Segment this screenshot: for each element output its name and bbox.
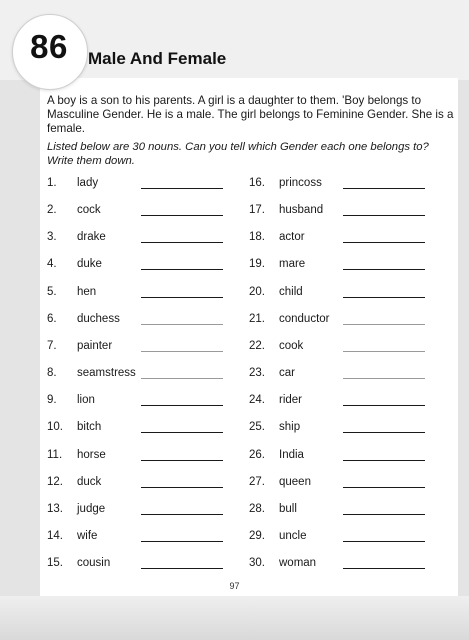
item-noun: hen [77,285,97,298]
item-number: 26. [249,448,265,461]
item-noun: bitch [77,421,102,434]
item-noun: conductor [279,312,330,325]
item-number: 12. [47,475,63,488]
item-number: 25. [249,421,265,434]
item-number: 29. [249,529,265,542]
lesson-number: 86 [30,28,68,65]
item-noun: duchess [77,312,120,325]
item-number: 15. [47,557,63,570]
item-number: 18. [249,231,265,244]
item-number: 8. [47,367,57,380]
item-number: 13. [47,502,63,515]
page-number: 97 [229,581,240,591]
item-number: 20. [249,285,265,298]
item-noun: duke [77,258,102,271]
item-noun: wife [77,529,98,542]
answer-blank[interactable] [343,405,425,406]
item-noun: lady [77,177,99,189]
item-noun: car [279,367,295,380]
item-noun: uncle [279,529,307,542]
lesson-title: Male And Female [88,49,227,68]
answer-blank[interactable] [343,351,425,352]
item-noun: lion [77,394,95,407]
item-noun: mare [279,258,306,271]
item-number: 7. [47,339,57,352]
item-number: 30. [249,557,265,570]
item-noun: painter [77,339,113,352]
item-noun: rider [279,394,303,407]
item-noun: cousin [77,557,111,570]
item-number: 19. [249,258,265,271]
answer-blank[interactable] [343,432,425,433]
item-number: 3. [47,231,57,244]
answer-blank[interactable] [141,324,223,325]
item-number: 27. [249,475,265,488]
item-number: 17. [249,204,265,217]
answer-blank[interactable] [141,568,223,569]
answer-blank[interactable] [141,541,223,542]
answer-blank[interactable] [343,242,425,243]
answer-blank[interactable] [141,432,223,433]
item-noun: woman [279,557,317,570]
answer-blank[interactable] [343,269,425,270]
item-number: 11. [47,448,63,461]
answer-blank[interactable] [141,378,223,379]
answer-blank[interactable] [343,568,425,569]
item-noun: actor [279,231,305,244]
answer-blank[interactable] [343,297,425,298]
item-number: 21. [249,312,265,325]
item-noun: child [279,285,303,298]
item-noun: bull [279,502,297,515]
answer-blank[interactable] [141,405,223,406]
item-noun: duck [77,475,102,488]
answer-blank[interactable] [141,297,223,298]
item-number: 4. [47,258,57,271]
item-noun: ship [279,421,301,434]
intro-paragraph: A boy is a son to his parents. A girl is a daughter to them. 'Boy belongs to Masculine Gender. He is a male. The girl belongs to Feminine Gender. She is a female. [47,94,454,136]
item-number: 6. [47,312,57,325]
answer-blank[interactable] [141,215,223,216]
item-noun: cook [279,339,304,352]
instruction-paragraph: Listed below are 30 nouns. Can you tell which Gender each one belongs to? Write them down. [47,141,429,167]
item-noun: India [279,448,304,461]
answer-blank[interactable] [141,351,223,352]
item-noun: drake [77,231,106,244]
answer-blank[interactable] [343,460,425,461]
answer-blank[interactable] [343,487,425,488]
answer-blank[interactable] [343,378,425,379]
item-number: 16. [249,177,265,189]
answer-blank[interactable] [343,215,425,216]
item-number: 14. [47,529,63,542]
item-number: 22. [249,339,265,352]
item-noun: horse [77,448,106,461]
item-noun: judge [77,502,106,515]
answer-blank[interactable] [141,487,223,488]
answer-blank[interactable] [343,324,425,325]
item-number: 1. [47,177,57,189]
answer-blank[interactable] [141,460,223,461]
answer-blank[interactable] [343,541,425,542]
item-number: 28. [249,502,265,515]
item-number: 23. [249,367,265,380]
item-noun: cock [77,204,101,217]
item-noun: queen [279,475,311,488]
item-noun: husband [279,204,324,217]
item-noun: seamstress [77,367,136,380]
item-number: 10. [47,421,63,434]
answer-blank[interactable] [141,514,223,515]
item-number: 2. [47,204,57,217]
answer-blank[interactable] [343,188,425,189]
answer-blank[interactable] [141,188,223,189]
page-footer-band [0,596,469,640]
item-noun: princoss [279,177,322,189]
item-number: 9. [47,394,57,407]
answer-blank[interactable] [343,514,425,515]
answer-blank[interactable] [141,242,223,243]
item-number: 5. [47,285,57,298]
item-number: 24. [249,394,265,407]
answer-blank[interactable] [141,269,223,270]
